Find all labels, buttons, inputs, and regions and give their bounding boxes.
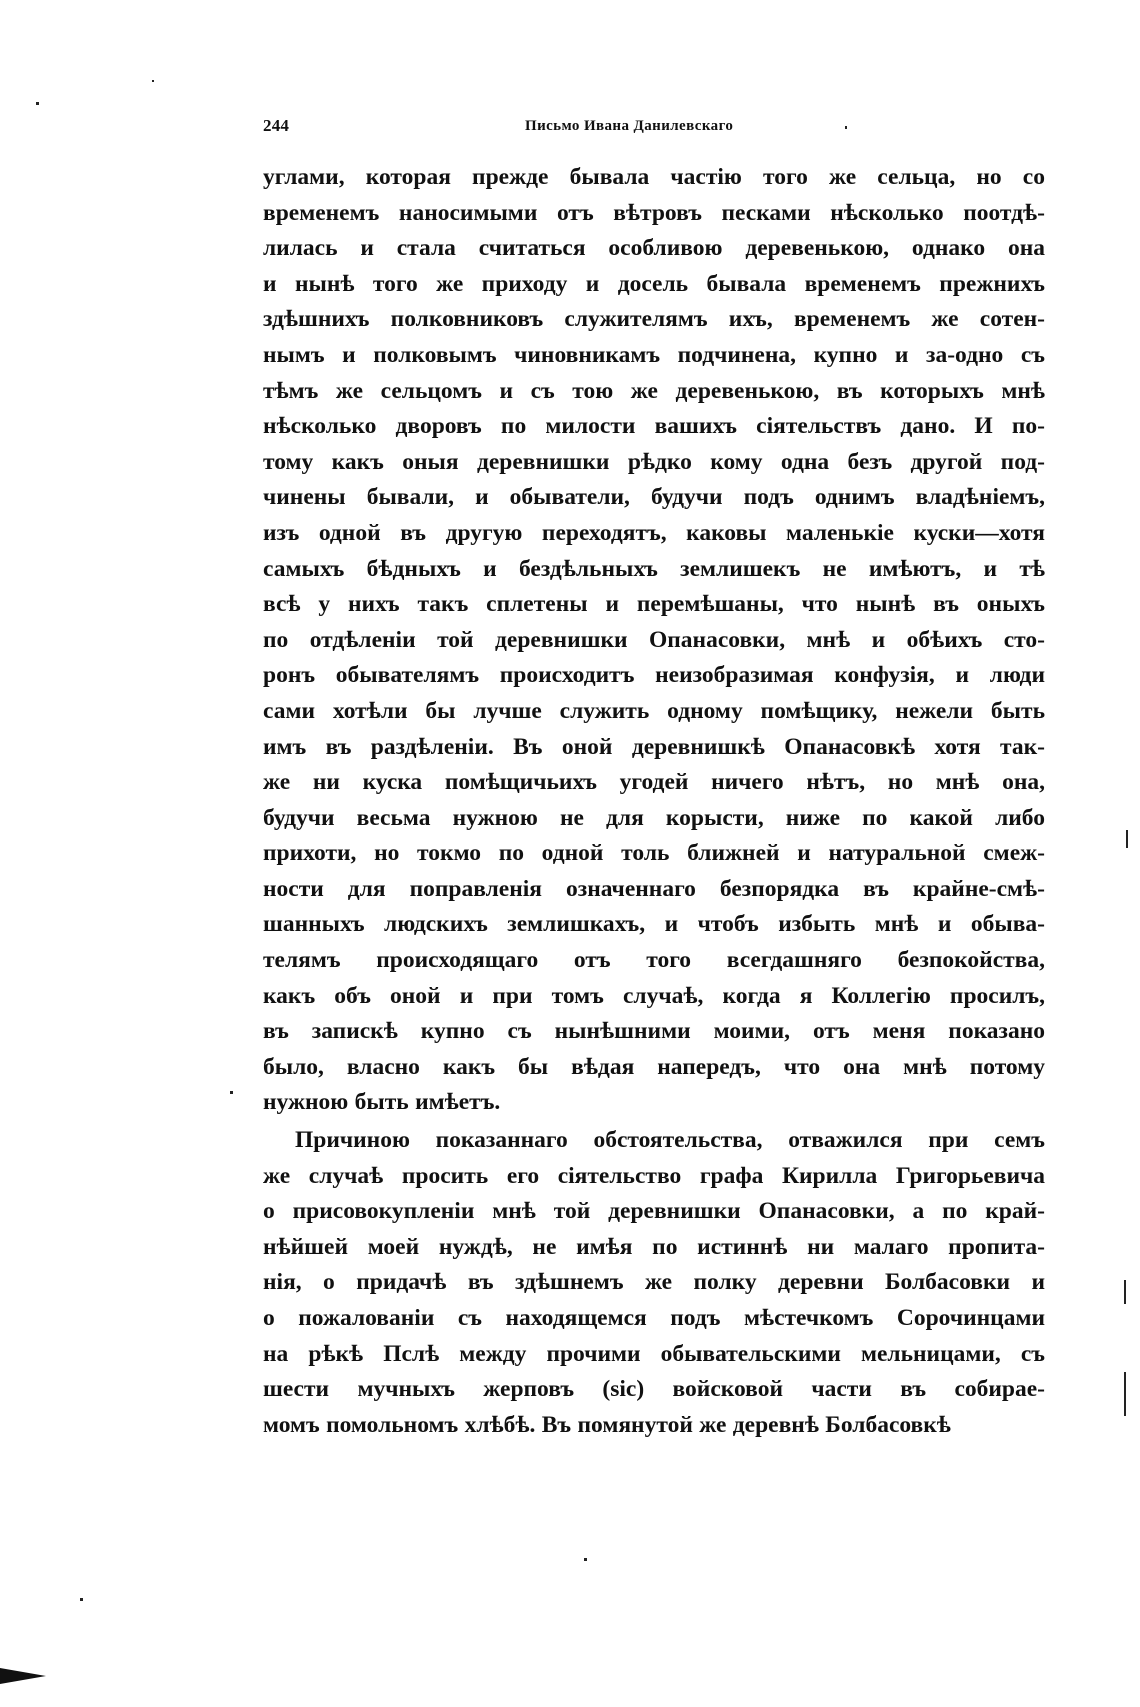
scan-speck	[230, 1091, 233, 1094]
scan-speck	[36, 102, 39, 105]
text-line: нымъ и полковымъ чиновникамъ подчинена, купно и за-одно съ	[263, 341, 1045, 368]
text-line: всѣ у нихъ такъ сплетены и перемѣшаны, что нынѣ въ оныхъ	[263, 591, 1045, 618]
text-line: момъ помольномъ хлѣбѣ. Въ помянутой же деревнѣ Болбасовкѣ	[263, 1411, 951, 1438]
page-header	[263, 116, 1045, 142]
text-line: и нынѣ того же приходу и досель бывала временемъ прежнихъ	[263, 270, 1045, 297]
text-line: какъ объ оной и при томъ случаѣ, когда я Коллегію просилъ,	[263, 982, 1045, 1009]
text-line: нѣсколько дворовъ по милости вашихъ сіятельствъ дано. И по-	[263, 413, 1045, 440]
text-line: временемъ наносимыми отъ вѣтровъ песками нѣсколько поотдѣ-	[263, 199, 1045, 226]
scan-speck	[584, 1558, 587, 1561]
text-line: же ни куска помѣщичьихъ угодей ничего нѣтъ, но мнѣ она,	[263, 769, 1045, 796]
text-line: было, власно какъ бы вѣдая напередъ, что она мнѣ потому	[263, 1053, 1045, 1080]
text-line: на рѣкѣ Пслѣ между прочими обывательскими мельницами, съ	[263, 1340, 1045, 1367]
text-line: нѣйшей моей нуждѣ, не имѣя по истиннѣ ни малаго пропита-	[263, 1233, 1045, 1260]
text-line: здѣшнихъ полковниковъ служителямъ ихъ, временемъ же сотен-	[263, 306, 1045, 333]
text-line: нія, о придачѣ въ здѣшнемъ же полку деревни Болбасовки и	[263, 1269, 1045, 1296]
text-line: будучи весьма нужною не для корысти, ниже по какой либо	[263, 804, 1045, 831]
scan-speck	[80, 1598, 83, 1601]
text-line: же случаѣ просить его сіятельство графа Кирилла Григорьевича	[263, 1162, 1045, 1189]
text-line: телямъ происходящаго отъ того всегдашняго безпокойства,	[263, 947, 1045, 974]
text-line: тому какъ оныя деревнишки рѣдко кому одна безъ другой под-	[263, 448, 1045, 475]
text-line: углами, которая прежде бывала частію того же сельца, но со	[263, 164, 1045, 190]
page-number: 244	[263, 116, 290, 135]
text-line: нужною быть имѣетъ.	[263, 1089, 501, 1116]
text-line: Причиною показаннаго обстоятельства, отважился при семъ	[295, 1127, 1045, 1154]
text-line: о пожалованіи съ находящемся подъ мѣстечкомъ Сорочинцами	[263, 1305, 1045, 1331]
text-line: шести мучныхъ жерповъ (sic) войсковой части въ собирае-	[263, 1376, 1045, 1403]
text-line: о присовокупленіи мнѣ той деревнишки Опанасовки, а по край-	[263, 1198, 1045, 1225]
text-line: въ запискѣ купно съ нынѣшними моими, отъ меня показано	[263, 1018, 1045, 1045]
text-line: тѣмъ же сельцомъ и съ тою же деревенькою, въ которыхъ мнѣ	[263, 377, 1045, 404]
body-text	[263, 160, 1045, 1443]
scan-speck	[152, 80, 154, 82]
scan-line	[1126, 830, 1128, 848]
scan-line	[1124, 1280, 1126, 1304]
text-line: ронъ обывателямъ происходитъ неизобразимая конфузія, и люди	[263, 662, 1045, 689]
text-line: чинены бывали, и обыватели, будучи подъ однимъ владѣніемъ,	[263, 484, 1045, 511]
text-line: имъ въ раздѣленіи. Въ оной деревнишкѣ Опанасовкѣ хотя так-	[263, 733, 1045, 760]
text-line: самыхъ бѣдныхъ и бездѣльныхъ землишекъ не имѣютъ, и тѣ	[263, 555, 1045, 582]
text-line: ности для поправленія означеннаго безпорядка въ крайне-смѣ-	[263, 875, 1045, 902]
text-line: изъ одной въ другую переходятъ, каковы маленькіе куски—хотя	[263, 519, 1045, 546]
running-title: Письмо Ивана Данилевскаго	[525, 118, 734, 134]
scan-speck	[845, 126, 847, 129]
paragraph-1	[263, 160, 1045, 1121]
text-line: прихоти, но токмо по одной толь ближней и натуральной смеж-	[263, 840, 1045, 867]
scan-line	[1124, 1372, 1126, 1416]
paragraph-2	[263, 1123, 1045, 1443]
scan-arrow-mark	[0, 1668, 46, 1684]
text-line: лилась и стала считаться особливою деревенькою, однако она	[263, 235, 1045, 262]
text-line: сами хотѣли бы лучше служить одному помѣщику, нежели быть	[263, 697, 1045, 724]
text-line: по отдѣленіи той деревнишки Опанасовки, мнѣ и обѣихъ сто-	[263, 626, 1045, 653]
text-line: шанныхъ людскихъ землишкахъ, и чтобъ избыть мнѣ и обыва-	[263, 911, 1045, 938]
